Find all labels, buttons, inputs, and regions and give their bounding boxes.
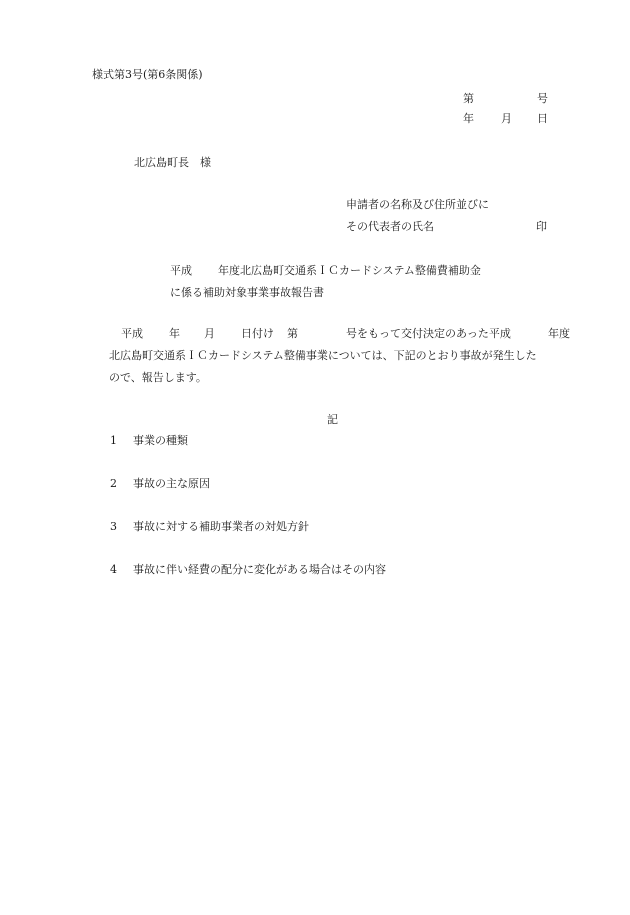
doc-date-year: 年 (463, 112, 474, 125)
item-4-text: 事故に伴い経費の配分に変化がある場合はその内容 (133, 563, 386, 576)
body-heisei: 平成 (121, 327, 143, 340)
item-4-number: 4 (110, 563, 117, 576)
item-3-number: 3 (110, 520, 117, 533)
ki-heading: 記 (327, 413, 338, 426)
item-2-text: 事故の主な原因 (133, 477, 210, 490)
title-line2: に係る補助対象事業事故報告書 (170, 286, 324, 299)
body-nen: 年 (169, 327, 180, 340)
body-line3: ので、報告します。 (109, 371, 207, 384)
item-2-number: 2 (110, 477, 117, 490)
item-1-number: 1 (110, 434, 117, 447)
doc-date-day: 日 (537, 112, 548, 125)
title-heisei: 平成 (170, 264, 192, 277)
body-hizuke: 日付け (241, 327, 274, 340)
body-dai: 第 (287, 327, 298, 340)
body-go-mid: 号をもって交付決定のあった平成 (346, 327, 511, 340)
body-nendo: 年度 (548, 327, 570, 340)
seal-mark: 印 (536, 220, 547, 233)
doc-number-go: 号 (537, 92, 548, 105)
title-line1: 年度北広島町交通系ＩＣカードシステム整備費補助金 (218, 264, 481, 277)
body-line2: 北広島町交通系ＩＣカードシステム整備事業については、下記のとおり事故が発生した (109, 349, 537, 362)
doc-number-dai: 第 (463, 92, 474, 105)
body-tsuki: 月 (204, 327, 215, 340)
applicant-line1: 申請者の名称及び住所並びに (346, 198, 489, 211)
applicant-line2: その代表者の氏名 (346, 220, 434, 233)
addressee: 北広島町長 様 (134, 156, 211, 169)
item-3-text: 事故に対する補助事業者の対処方針 (133, 520, 309, 533)
form-label: 様式第3号(第6条関係) (92, 68, 203, 81)
doc-date-month: 月 (501, 112, 512, 125)
item-1-text: 事業の種類 (133, 434, 188, 447)
